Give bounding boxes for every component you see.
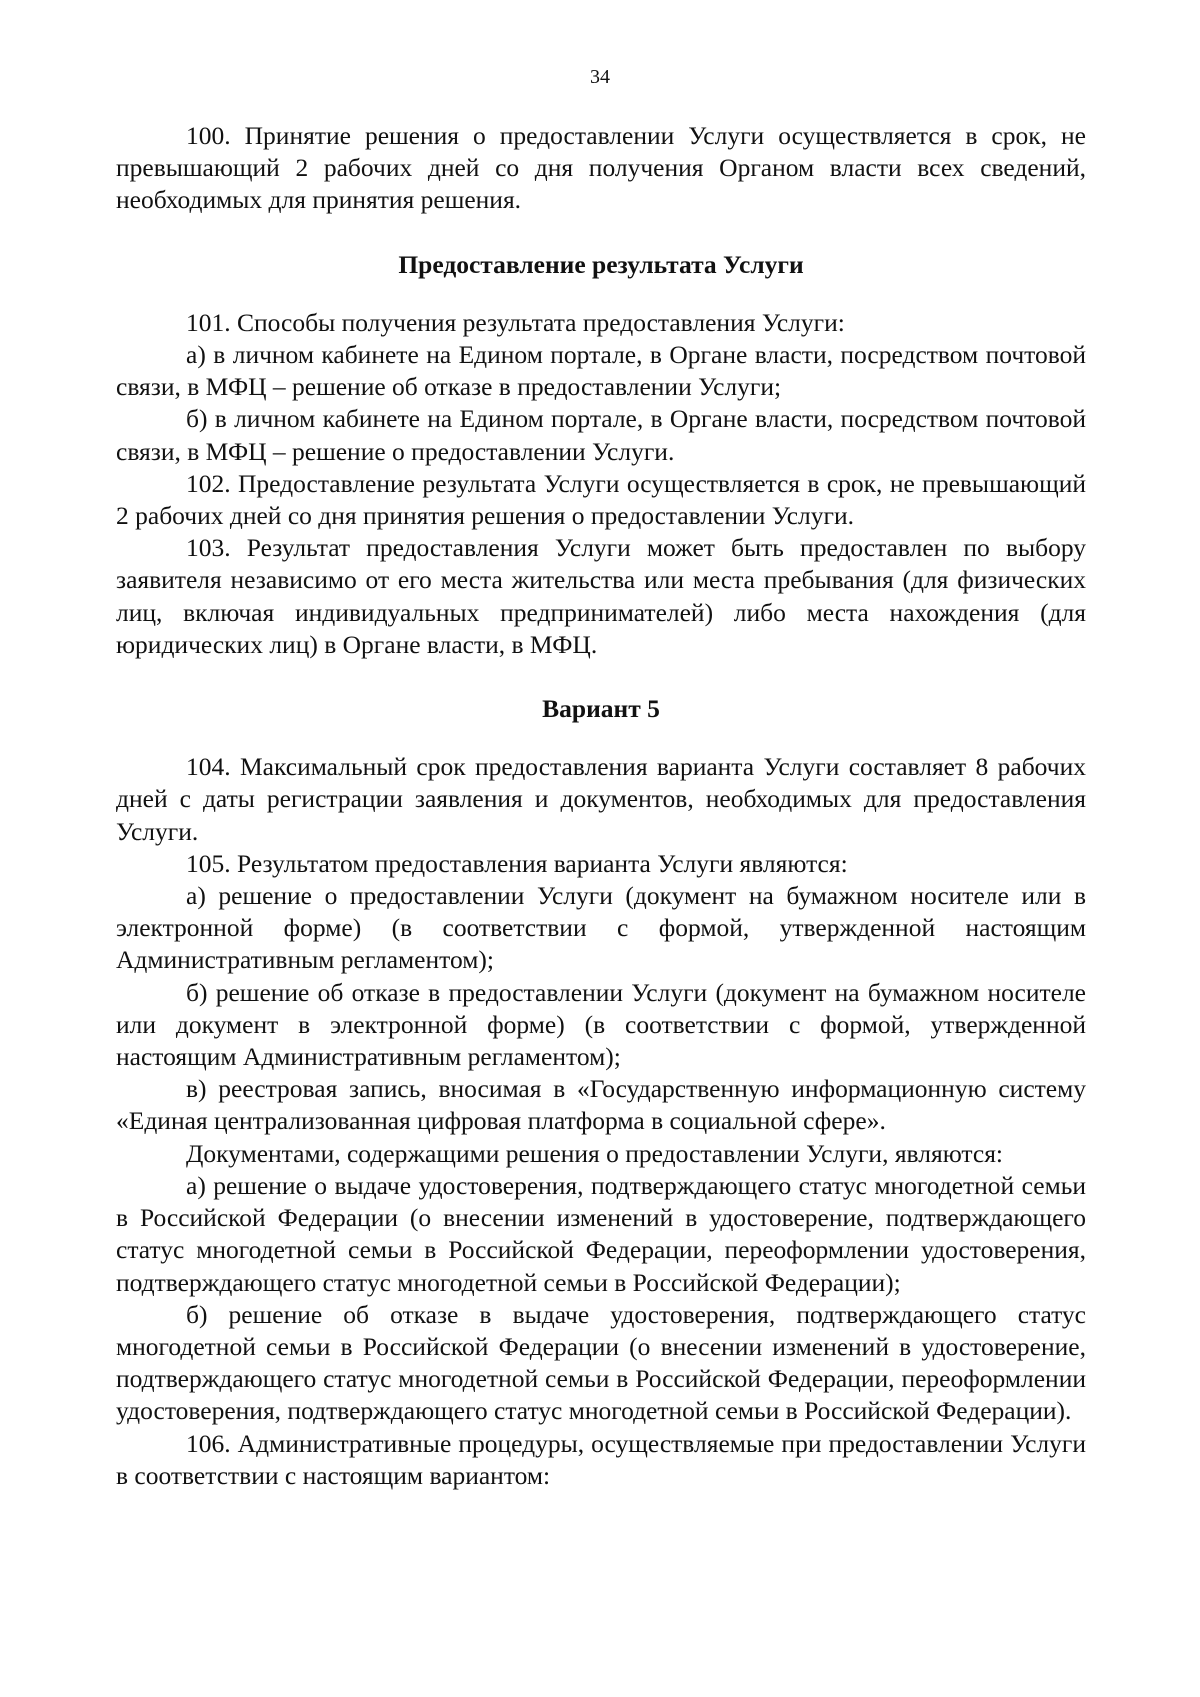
page-number: 34: [590, 66, 610, 88]
paragraph-100: 100. Принятие решения о предоставлении Услуги осуществляется в срок, не превышающий 2 рабочих дней со дня получения Органом власти всех сведений, необходимых для принятия решения.: [116, 121, 1086, 215]
paragraph-documents: Документами, содержащими решения о предоставлении Услуги, являются:: [186, 1138, 1004, 1168]
paragraph-105-c: в) реестровая запись, вносимая в «Государственную информационную систему «Единая централизованная цифровая платформа в социальной сфере».: [116, 1074, 1086, 1136]
paragraph-documents-a: а) решение о выдаче удостоверения, подтверждающего статус многодетной семьи в Российской Федерации (о внесении изменений в удостоверение, подтверждающего статус многодетной семьи в Российской Федерации, переоформлении удостоверения, подтверждающего статус многодетной семьи в Российской Федерации);: [116, 1170, 1086, 1297]
section-heading-variant-5: Вариант 5: [542, 694, 660, 724]
paragraph-102: 102. Предоставление результата Услуги осуществляется в срок, не превышающий 2 рабочих дней со дня принятия решения о предоставлении Услуги.: [116, 468, 1086, 531]
paragraph-105-a: а) решение о предоставлении Услуги (документ на бумажном носителе или в электронной форме) (в соответствии с формой, утвержденной настоящим Административным регламентом);: [116, 881, 1086, 975]
paragraph-106: 106. Административные процедуры, осуществляемые при предоставлении Услуги в соответствии с настоящим вариантом:: [116, 1428, 1086, 1490]
paragraph-105: 105. Результатом предоставления варианта Услуги являются:: [186, 848, 848, 878]
paragraph-101-a: а) в личном кабинете на Едином портале, в Органе власти, посредством почтовой связи, в МФЦ – решение об отказе в предоставлении Услуги;: [116, 340, 1086, 402]
paragraph-103: 103. Результат предоставления Услуги может быть предоставлен по выбору заявителя независимо от его места жительства или места пребывания (для физических лиц, включая индивидуальных предпринимателей) либо места нахождения (для юридических лиц) в Органе власти, в МФЦ.: [116, 533, 1086, 659]
document-body: [116, 120, 1086, 1492]
paragraph-104: 104. Максимальный срок предоставления варианта Услуги составляет 8 рабочих дней с даты регистрации заявления и документов, необходимых для предоставления Услуги.: [116, 752, 1086, 846]
paragraph-101-b: б) в личном кабинете на Едином портале, в Органе власти, посредством почтовой связи, в МФЦ – решение о предоставлении Услуги.: [116, 404, 1086, 466]
paragraph-101: 101. Способы получения результата предоставления Услуги:: [186, 307, 845, 337]
paragraph-105-b: б) решение об отказе в предоставлении Услуги (документ на бумажном носителе или документ в электронной форме) (в соответствии с формой, утвержденной настоящим Административным регламентом);: [116, 977, 1086, 1072]
section-heading-result: Предоставление результата Услуги: [398, 249, 804, 279]
paragraph-documents-b: б) решение об отказе в выдаче удостоверения, подтверждающего статус многодетной семьи в Российской Федерации (о внесении изменений в удостоверение, подтверждающего статус многодетной семьи в Российской Федерации, переоформлении удостоверения, подтверждающего статус многодетной семьи в Российской Федерации).: [116, 1299, 1086, 1426]
